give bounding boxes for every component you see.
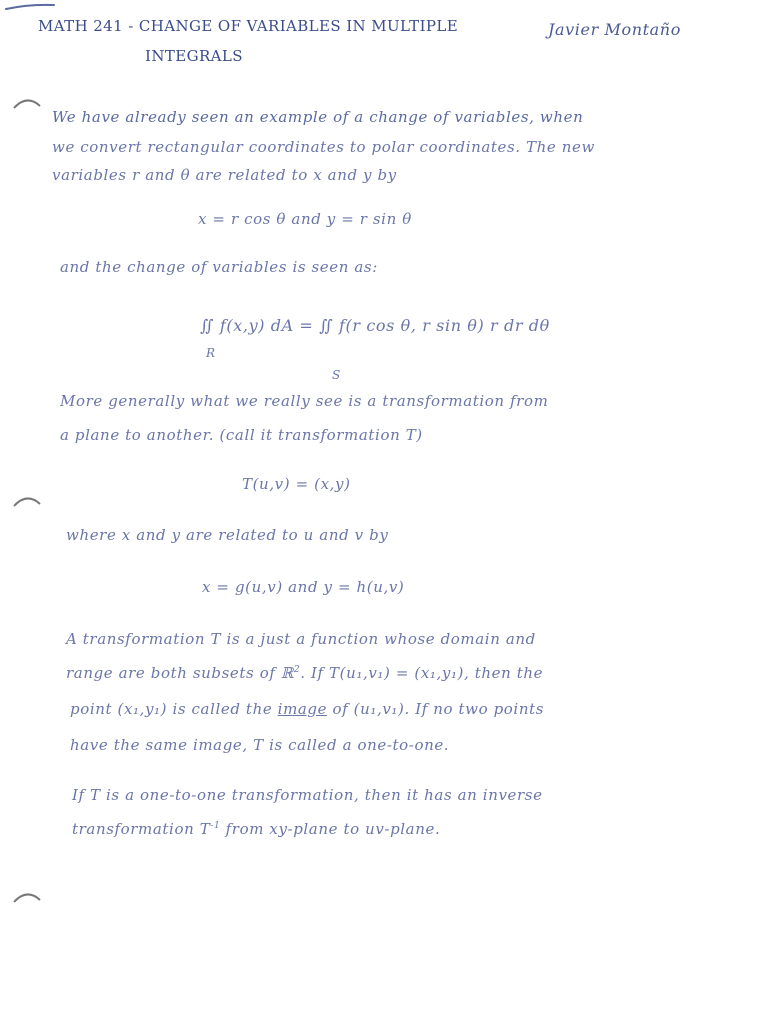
integral-equation: ∬ f(x,y) dA = ∬ f(r cos θ, r sin θ) r dr dθ [200,316,550,335]
paragraph1-line3: variables r and θ are related to x and y by [52,166,397,184]
punch-hole-top [12,96,42,110]
paragraph3-line1: A transformation T is a just a function whose domain and [66,630,536,648]
equation-transformation: T(u,v) = (x,y) [242,475,351,493]
equation-g-h: x = g(u,v) and y = h(u,v) [202,578,405,596]
equation-polar: x = r cos θ and y = r sin θ [198,210,412,228]
paragraph3-line2: range are both subsets of ℝ$^2$. If T(u₁,v₁) = (x₁,y₁), then the [66,664,544,682]
integral-region-r: R [206,346,216,360]
paragraph2-line2: a plane to another. (call it transformation T) [60,426,423,444]
superscript-2: 2 [293,665,301,675]
paragraph4-line1: If T is a one-to-one transformation, then it has an inverse [72,786,543,804]
page-title-line2: INTEGRALS [145,47,243,65]
change-of-variables-line: and the change of variables is seen as: [60,258,378,276]
punch-hole-bottom [12,890,42,904]
paragraph3-line3: point (x₁,y₁) is called the image of (u₁,v₁). If no two points [70,700,544,718]
pen-mark [4,2,58,12]
author-name: Javier Montaño [548,20,681,39]
integral-region-s: S [332,368,341,382]
image-underlined: image [277,700,328,718]
paragraph4-line2: transformation $T^{-1}$ from xy-plane to uv-plane. [72,820,441,838]
page-title-line1: MATH 241 - CHANGE OF VARIABLES IN MULTIPLE [38,17,459,35]
paragraph1-line1: We have already seen an example of a change of variables, when [52,108,584,126]
where-line: where x and y are related to u and v by [66,526,389,544]
paragraph3-line4: have the same image, T is called a one-to-one. [70,736,450,754]
paragraph2-line1: More generally what we really see is a transformation from [60,392,549,410]
paragraph1-line2: we convert rectangular coordinates to polar coordinates. The new [52,138,595,156]
superscript-inverse: -1 [210,821,221,831]
punch-hole-middle [12,494,42,508]
